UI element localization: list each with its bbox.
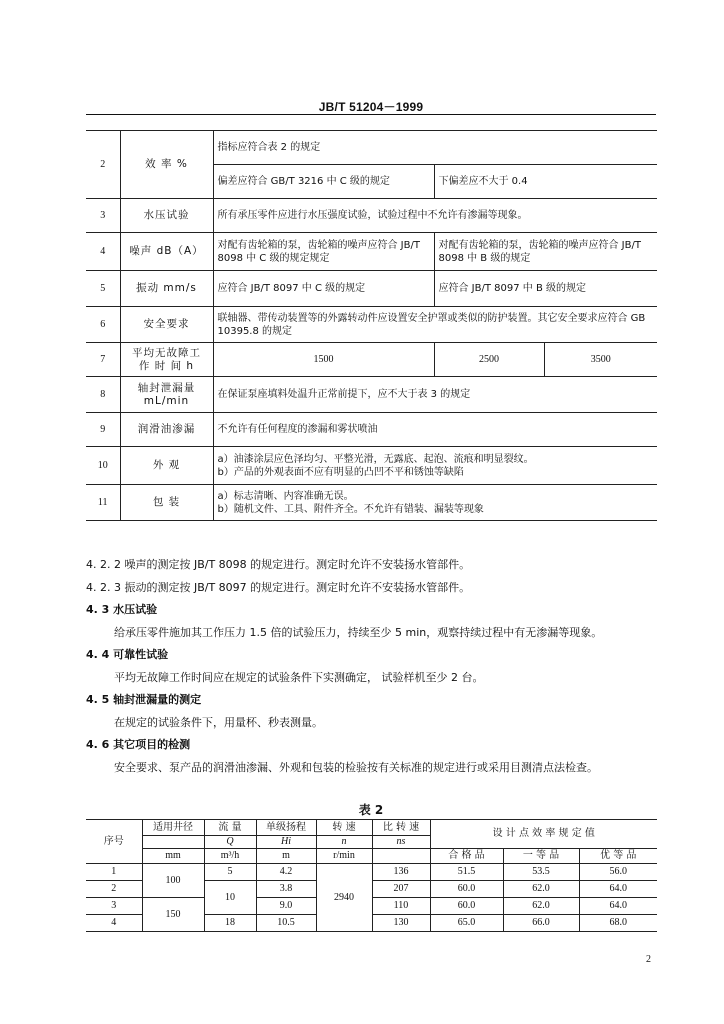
cell-well: 150 xyxy=(142,898,204,932)
cell-speed: 2940 xyxy=(316,864,372,932)
heading-4-5: 4. 5 轴封泄漏量的测定 xyxy=(86,693,202,706)
cell-head: 10.5 xyxy=(256,915,316,932)
cell-eff-superior: 68.0 xyxy=(579,915,657,932)
table-row xyxy=(86,864,657,881)
requirement-line-b: b）产品的外观表面不应有明显的凸凹不平和锈蚀等缺陷 xyxy=(217,466,464,478)
item-label: 噪声 dB（A） xyxy=(120,233,213,271)
mtbf-qualified: 1500 xyxy=(213,343,434,377)
requirement-text: 不允许有任何程度的渗漏和雾状喷油 xyxy=(213,413,657,447)
cell-eff-first-class: 53.5 xyxy=(503,864,579,881)
page-number: 2 xyxy=(646,954,651,965)
item-label xyxy=(120,343,213,377)
cell-specific-speed: 110 xyxy=(372,898,430,915)
header-well: 适用井径 xyxy=(142,820,204,836)
row-number: 7 xyxy=(86,343,120,377)
item-label-line1: 轴封泄漏量 xyxy=(137,381,196,394)
unit-speed: r/min xyxy=(316,849,372,864)
cell-eff-superior: 64.0 xyxy=(579,898,657,915)
header-specific-speed-symbol: ns xyxy=(372,836,430,849)
grade-first-class: 一 等 品 xyxy=(503,849,579,864)
cell-eff-superior: 64.0 xyxy=(579,881,657,898)
item-label: 水压试验 xyxy=(120,199,213,233)
header-well-symbol xyxy=(142,836,204,849)
cell-no: 3 xyxy=(86,898,142,915)
requirement-text: 指标应符合表 2 的规定 xyxy=(213,131,657,165)
mtbf-superior: 3500 xyxy=(544,343,657,377)
requirement-text: 对配有齿轮箱的泵，齿轮箱的噪声应符合 JB/T 8098 中 B 级的规定 xyxy=(434,233,657,271)
header-flow: 流 量 xyxy=(204,820,256,836)
row-number: 2 xyxy=(86,131,120,199)
header-no: 序号 xyxy=(86,820,142,864)
cell-eff-first-class: 62.0 xyxy=(503,898,579,915)
requirement-text: 联轴器、带传动装置等的外露转动件应设置安全护罩或类似的防护装置。其它安全要求应符合 GB 10395.8 的规定 xyxy=(213,307,657,343)
mtbf-first-class: 2500 xyxy=(434,343,544,377)
requirement-text: 应符合 JB/T 8097 中 B 级的规定 xyxy=(434,271,657,307)
unit-flow: m³/h xyxy=(204,849,256,864)
table-2-caption: 表 2 xyxy=(358,803,384,817)
requirement-text: 应符合 JB/T 8097 中 C 级的规定 xyxy=(213,271,434,307)
item-label: 安全要求 xyxy=(120,307,213,343)
row-number: 4 xyxy=(86,233,120,271)
requirement-line-a: a）标志清晰、内容准确无误。 xyxy=(217,490,354,502)
heading-4-6: 4. 6 其它项目的检测 xyxy=(86,738,191,751)
cell-specific-speed: 130 xyxy=(372,915,430,932)
cell-eff-qualified: 60.0 xyxy=(430,898,503,915)
requirement-text: 所有承压零件应进行水压强度试验，试验过程中不允许有渗漏等现象。 xyxy=(213,199,657,233)
cell-eff-qualified: 51.5 xyxy=(430,864,503,881)
heading-4-3: 4. 3 水压试验 xyxy=(86,603,158,616)
header-speed-symbol: n xyxy=(316,836,372,849)
requirement-text xyxy=(213,485,657,521)
grade-superior: 优 等 品 xyxy=(579,849,657,864)
item-label-line2: 作 时 间 h xyxy=(138,359,195,372)
row-number: 6 xyxy=(86,307,120,343)
cell-specific-speed: 136 xyxy=(372,864,430,881)
item-label-line2: mL/min xyxy=(143,394,190,407)
cell-flow: 10 xyxy=(204,881,256,915)
cell-head: 4.2 xyxy=(256,864,316,881)
cell-specific-speed: 207 xyxy=(372,881,430,898)
unit-specific-speed xyxy=(372,849,430,864)
cell-no: 1 xyxy=(86,864,142,881)
grade-qualified: 合 格 品 xyxy=(430,849,503,864)
clause-4-3-text: 给承压零件施加其工作压力 1.5 倍的试验压力，持续至少 5 min，观察持续过程中有无渗漏等现象。 xyxy=(114,626,603,639)
cell-no: 4 xyxy=(86,915,142,932)
row-number: 8 xyxy=(86,377,120,413)
row-number: 10 xyxy=(86,447,120,485)
header-head: 单级扬程 xyxy=(256,820,316,836)
item-label xyxy=(120,377,213,413)
cell-eff-first-class: 62.0 xyxy=(503,881,579,898)
clause-4-4-text: 平均无故障工作时间应在规定的试验条件下实测确定， 试验样机至少 2 台。 xyxy=(114,671,484,684)
requirement-text: 在保证泵座填料处温升正常前提下，应不大于表 3 的规定 xyxy=(213,377,657,413)
header-specific-speed: 比 转 速 xyxy=(372,820,430,836)
cell-no: 2 xyxy=(86,881,142,898)
row-number: 3 xyxy=(86,199,120,233)
header-head-symbol: Hi xyxy=(256,836,316,849)
requirement-text: 偏差应符合 GB/T 3216 中 C 级的规定 xyxy=(213,165,434,199)
header-rule xyxy=(86,114,656,115)
clause-4-5-text: 在规定的试验条件下，用量杯、秒表测量。 xyxy=(114,716,323,729)
cell-eff-qualified: 65.0 xyxy=(430,915,503,932)
row-number: 5 xyxy=(86,271,120,307)
header-speed: 转 速 xyxy=(316,820,372,836)
clause-4-6-text: 安全要求、泵产品的润滑油渗漏、外观和包装的检验按有关标准的规定进行或采用目测清点法检查。 xyxy=(114,761,598,774)
cell-head: 9.0 xyxy=(256,898,316,915)
requirements-table xyxy=(86,130,657,521)
row-number: 9 xyxy=(86,413,120,447)
clause-4-2-3: 4. 2. 3 振动的测定按 JB/T 8097 的规定进行。测定时允许不安装扬水管部件。 xyxy=(86,581,471,594)
item-label: 振动 mm/s xyxy=(120,271,213,307)
requirement-line-a: a）油漆涂层应色泽均匀、平整光滑，无露底、起泡、流痕和明显裂纹。 xyxy=(217,453,534,465)
item-label: 包 装 xyxy=(120,485,213,521)
clause-4-2-2: 4. 2. 2 噪声的测定按 JB/T 8098 的规定进行。测定时允许不安装扬水管部件。 xyxy=(86,558,471,571)
heading-4-4: 4. 4 可靠性试验 xyxy=(86,648,169,661)
cell-flow: 5 xyxy=(204,864,256,881)
efficiency-table xyxy=(86,819,657,932)
cell-well: 100 xyxy=(142,864,204,898)
cell-eff-qualified: 60.0 xyxy=(430,881,503,898)
unit-head: m xyxy=(256,849,316,864)
item-label-line1: 平均无故障工 xyxy=(132,346,201,359)
item-label: 效 率 % xyxy=(120,131,213,199)
header-efficiency: 设 计 点 效 率 规 定 值 xyxy=(430,820,657,849)
table-row xyxy=(86,898,657,915)
item-label: 外 观 xyxy=(120,447,213,485)
cell-flow: 18 xyxy=(204,915,256,932)
requirement-text: 下偏差应不大于 0.4 xyxy=(434,165,657,199)
unit-well: mm xyxy=(142,849,204,864)
requirement-text xyxy=(213,447,657,485)
cell-eff-superior: 56.0 xyxy=(579,864,657,881)
item-label: 润滑油渗漏 xyxy=(120,413,213,447)
requirement-text: 对配有齿轮箱的泵，齿轮箱的噪声应符合 JB/T 8098 中 C 级的规定规定 xyxy=(213,233,434,271)
cell-eff-first-class: 66.0 xyxy=(503,915,579,932)
row-number: 11 xyxy=(86,485,120,521)
header-flow-symbol: Q xyxy=(204,836,256,849)
requirement-line-b: b）随机文件、工具、附件齐全。不允许有错装、漏装等现象 xyxy=(217,503,484,515)
cell-head: 3.8 xyxy=(256,881,316,898)
document-header-code: JB/T 51204－1999 xyxy=(318,100,424,114)
